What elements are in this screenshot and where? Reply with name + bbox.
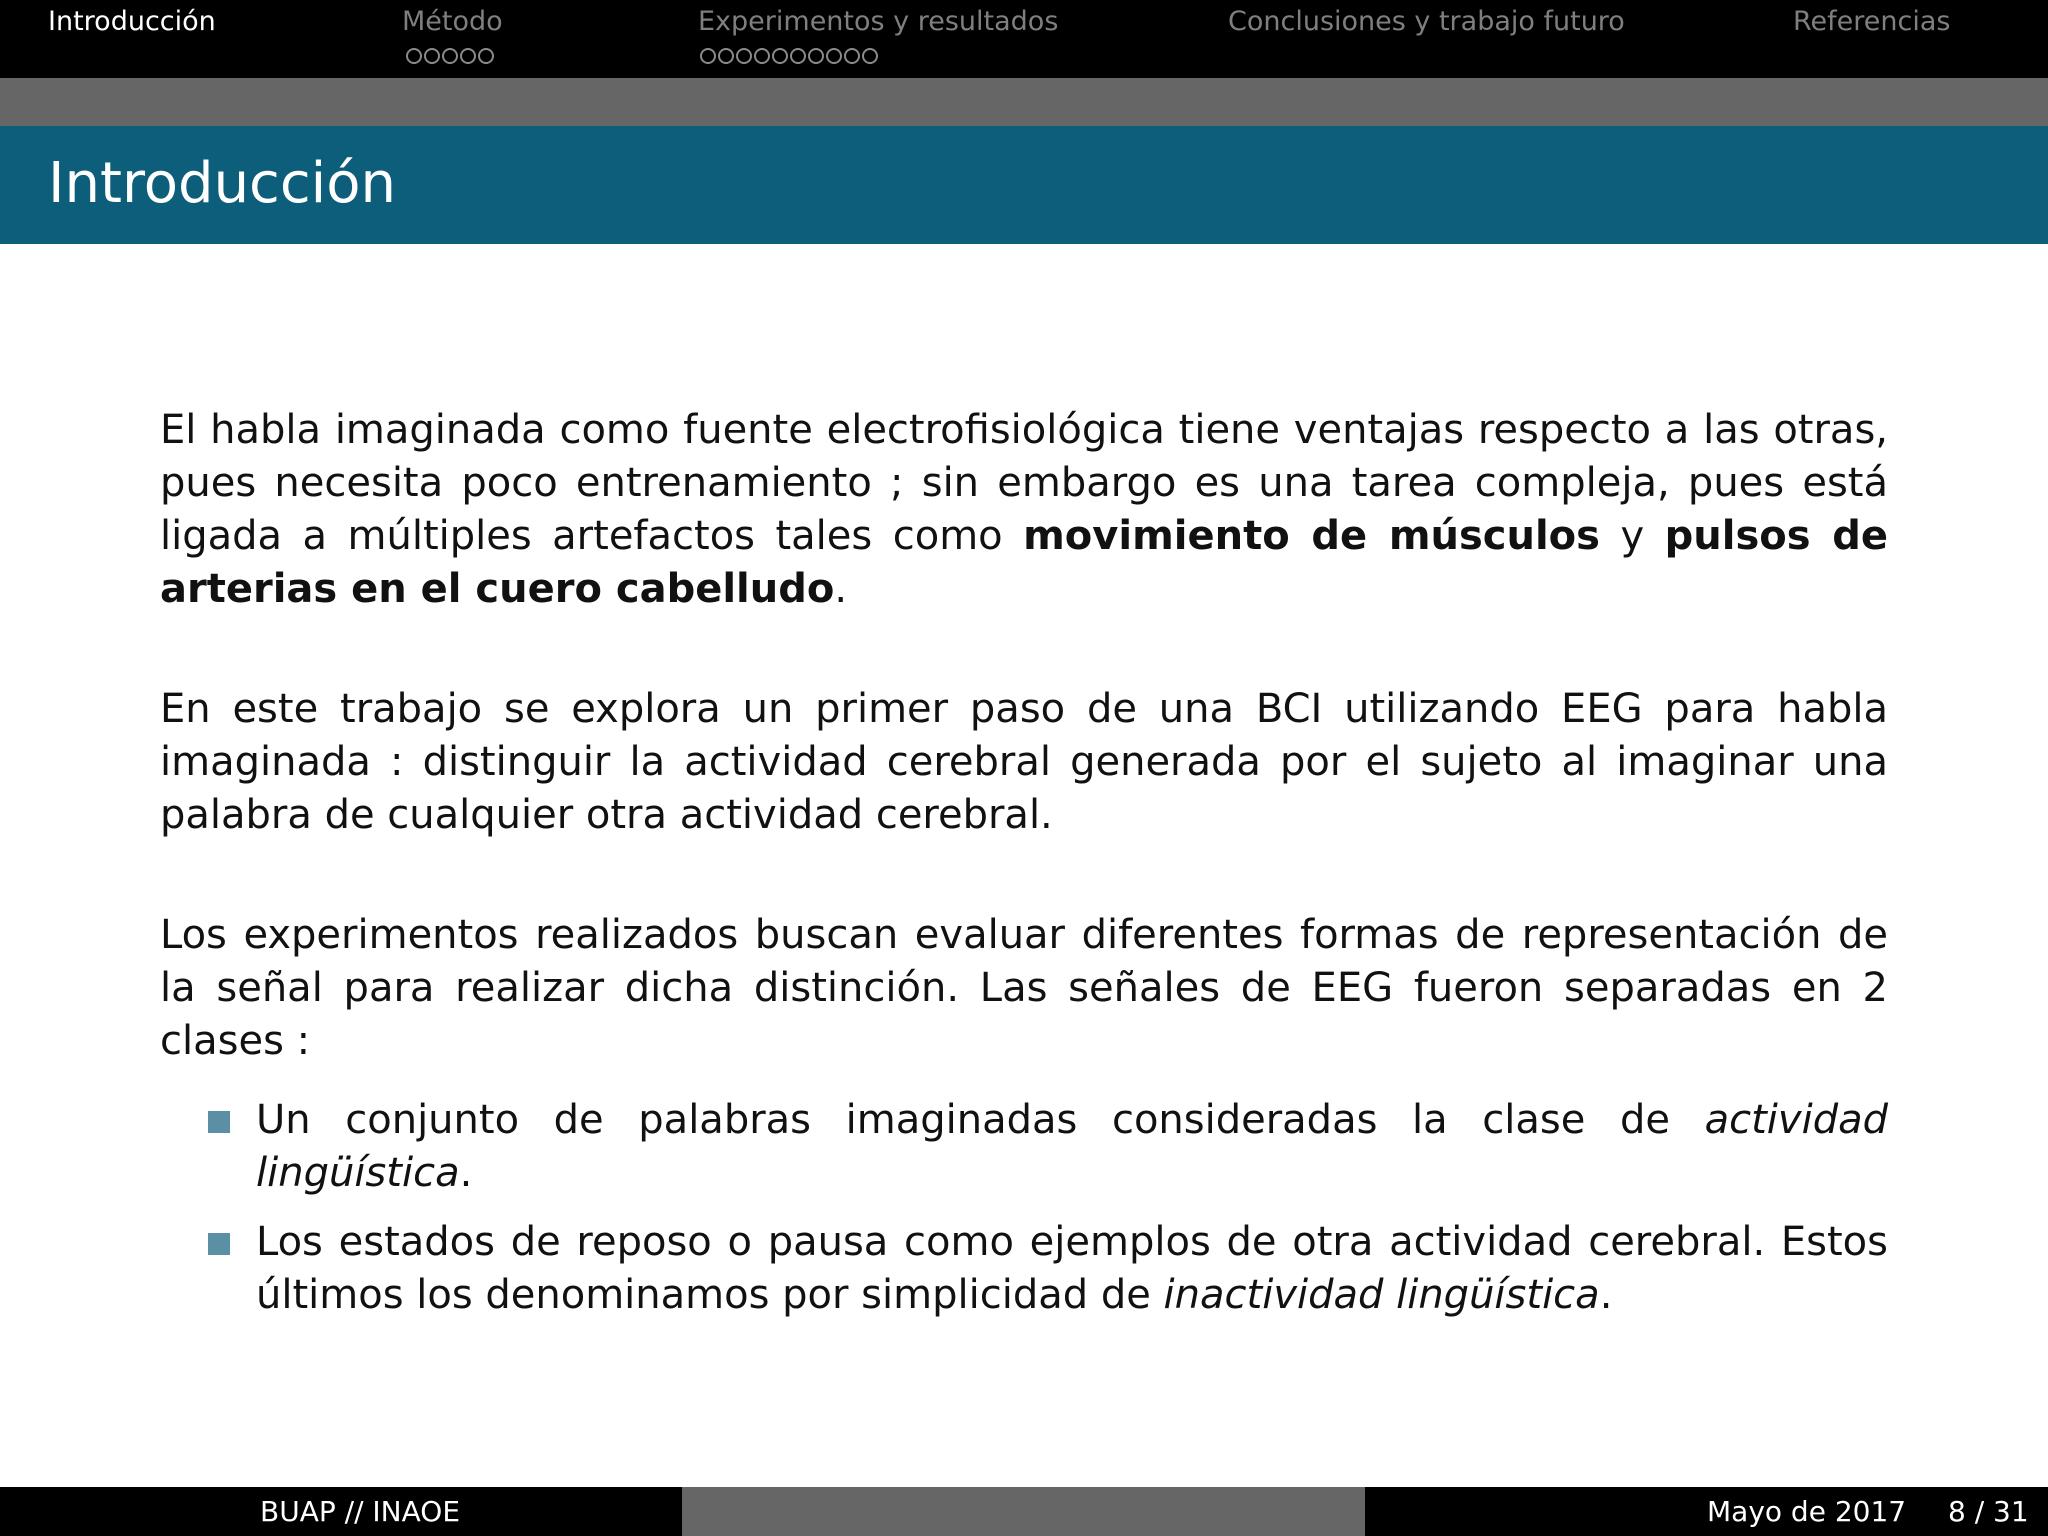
section-navigation [0, 0, 2048, 78]
nav-label[interactable]: Experimentos y resultados [698, 6, 1059, 37]
class-list [160, 1094, 1888, 1322]
subsection-dot-icon[interactable] [700, 48, 716, 64]
list-item [160, 1216, 1888, 1322]
square-bullet-icon [208, 1233, 230, 1255]
subsection-dot-icon[interactable] [460, 48, 476, 64]
subsection-dot-icon[interactable] [736, 48, 752, 64]
footer-institution: BUAP // INAOE [260, 1495, 461, 1528]
subsection-dot-icon[interactable] [424, 48, 440, 64]
page-title: Introducción [48, 151, 396, 216]
nav-label[interactable]: Conclusiones y trabajo futuro [1228, 6, 1625, 37]
list-item-text: . [1599, 1272, 1613, 1318]
paragraph-experiments: Los experimentos realizados buscan evaluar diferentes formas de representación de la señal para realizar dicha distinción. Las señales de EEG fueron separadas en 2 clases : [160, 912, 1888, 1064]
subsection-dot-icon[interactable] [754, 48, 770, 64]
paragraph-intro [160, 404, 1888, 616]
footer-date: Mayo de 2017 [1707, 1495, 1907, 1528]
subsection-dot-icon[interactable] [808, 48, 824, 64]
nav-dots-experimentos [700, 48, 878, 64]
footer-middle-panel [682, 1487, 1365, 1536]
subsection-dot-icon[interactable] [478, 48, 494, 64]
slide-content [160, 404, 1888, 1322]
header-band [0, 78, 2048, 126]
subsection-dot-icon[interactable] [862, 48, 878, 64]
nav-label[interactable]: Método [402, 6, 503, 37]
subsection-dot-icon[interactable] [406, 48, 422, 64]
subsection-dot-icon[interactable] [772, 48, 788, 64]
paragraph-text: El habla imaginada como fuente electrofisiológica tiene ventajas respecto a las otras, pues necesita poco entrenamiento ; sin embargo es una tarea compleja, pues está ligada a múltiples artefactos tales como [160, 407, 1888, 559]
paragraph-objective: En este trabajo se explora un primer paso de una BCI utilizando EEG para habla imaginada : distinguir la actividad cerebral generada por el sujeto al imaginar una palabra de cualquier otra actividad cerebral. [160, 686, 1888, 838]
nav-dots-metodo [406, 48, 494, 64]
bold-term: movimiento de músculos [1023, 513, 1600, 559]
subsection-dot-icon[interactable] [442, 48, 458, 64]
nav-label[interactable]: Referencias [1793, 6, 1951, 37]
paragraph-text: . [834, 566, 848, 612]
emphasis-term: inactividad lingüística [1163, 1272, 1600, 1318]
subsection-dot-icon[interactable] [844, 48, 860, 64]
list-item-text: Los estados de reposo o pausa como ejemplos de otra actividad cerebral. Estos últimos los denominamos por simplicidad de [256, 1219, 1888, 1318]
bold-term: pulsos de arterias en el cuero cabelludo [160, 513, 1888, 612]
paragraph-text: y [1599, 513, 1665, 559]
page-number: 8 / 31 [1948, 1495, 2029, 1528]
list-item-text: Un conjunto de palabras imaginadas consideradas la clase de [256, 1097, 1705, 1143]
footer-left-panel [0, 1487, 682, 1536]
nav-label[interactable]: Introducción [48, 6, 216, 37]
emphasis-term: actividad lingüística [256, 1097, 1888, 1196]
subsection-dot-icon[interactable] [718, 48, 734, 64]
square-bullet-icon [208, 1111, 230, 1133]
list-item-text: . [459, 1150, 473, 1196]
slide-footer [0, 1487, 2048, 1536]
subsection-dot-icon[interactable] [790, 48, 806, 64]
subsection-dot-icon[interactable] [826, 48, 842, 64]
frame-title-bar [0, 126, 2048, 244]
list-item [160, 1094, 1888, 1200]
footer-right-panel [1365, 1487, 2048, 1536]
